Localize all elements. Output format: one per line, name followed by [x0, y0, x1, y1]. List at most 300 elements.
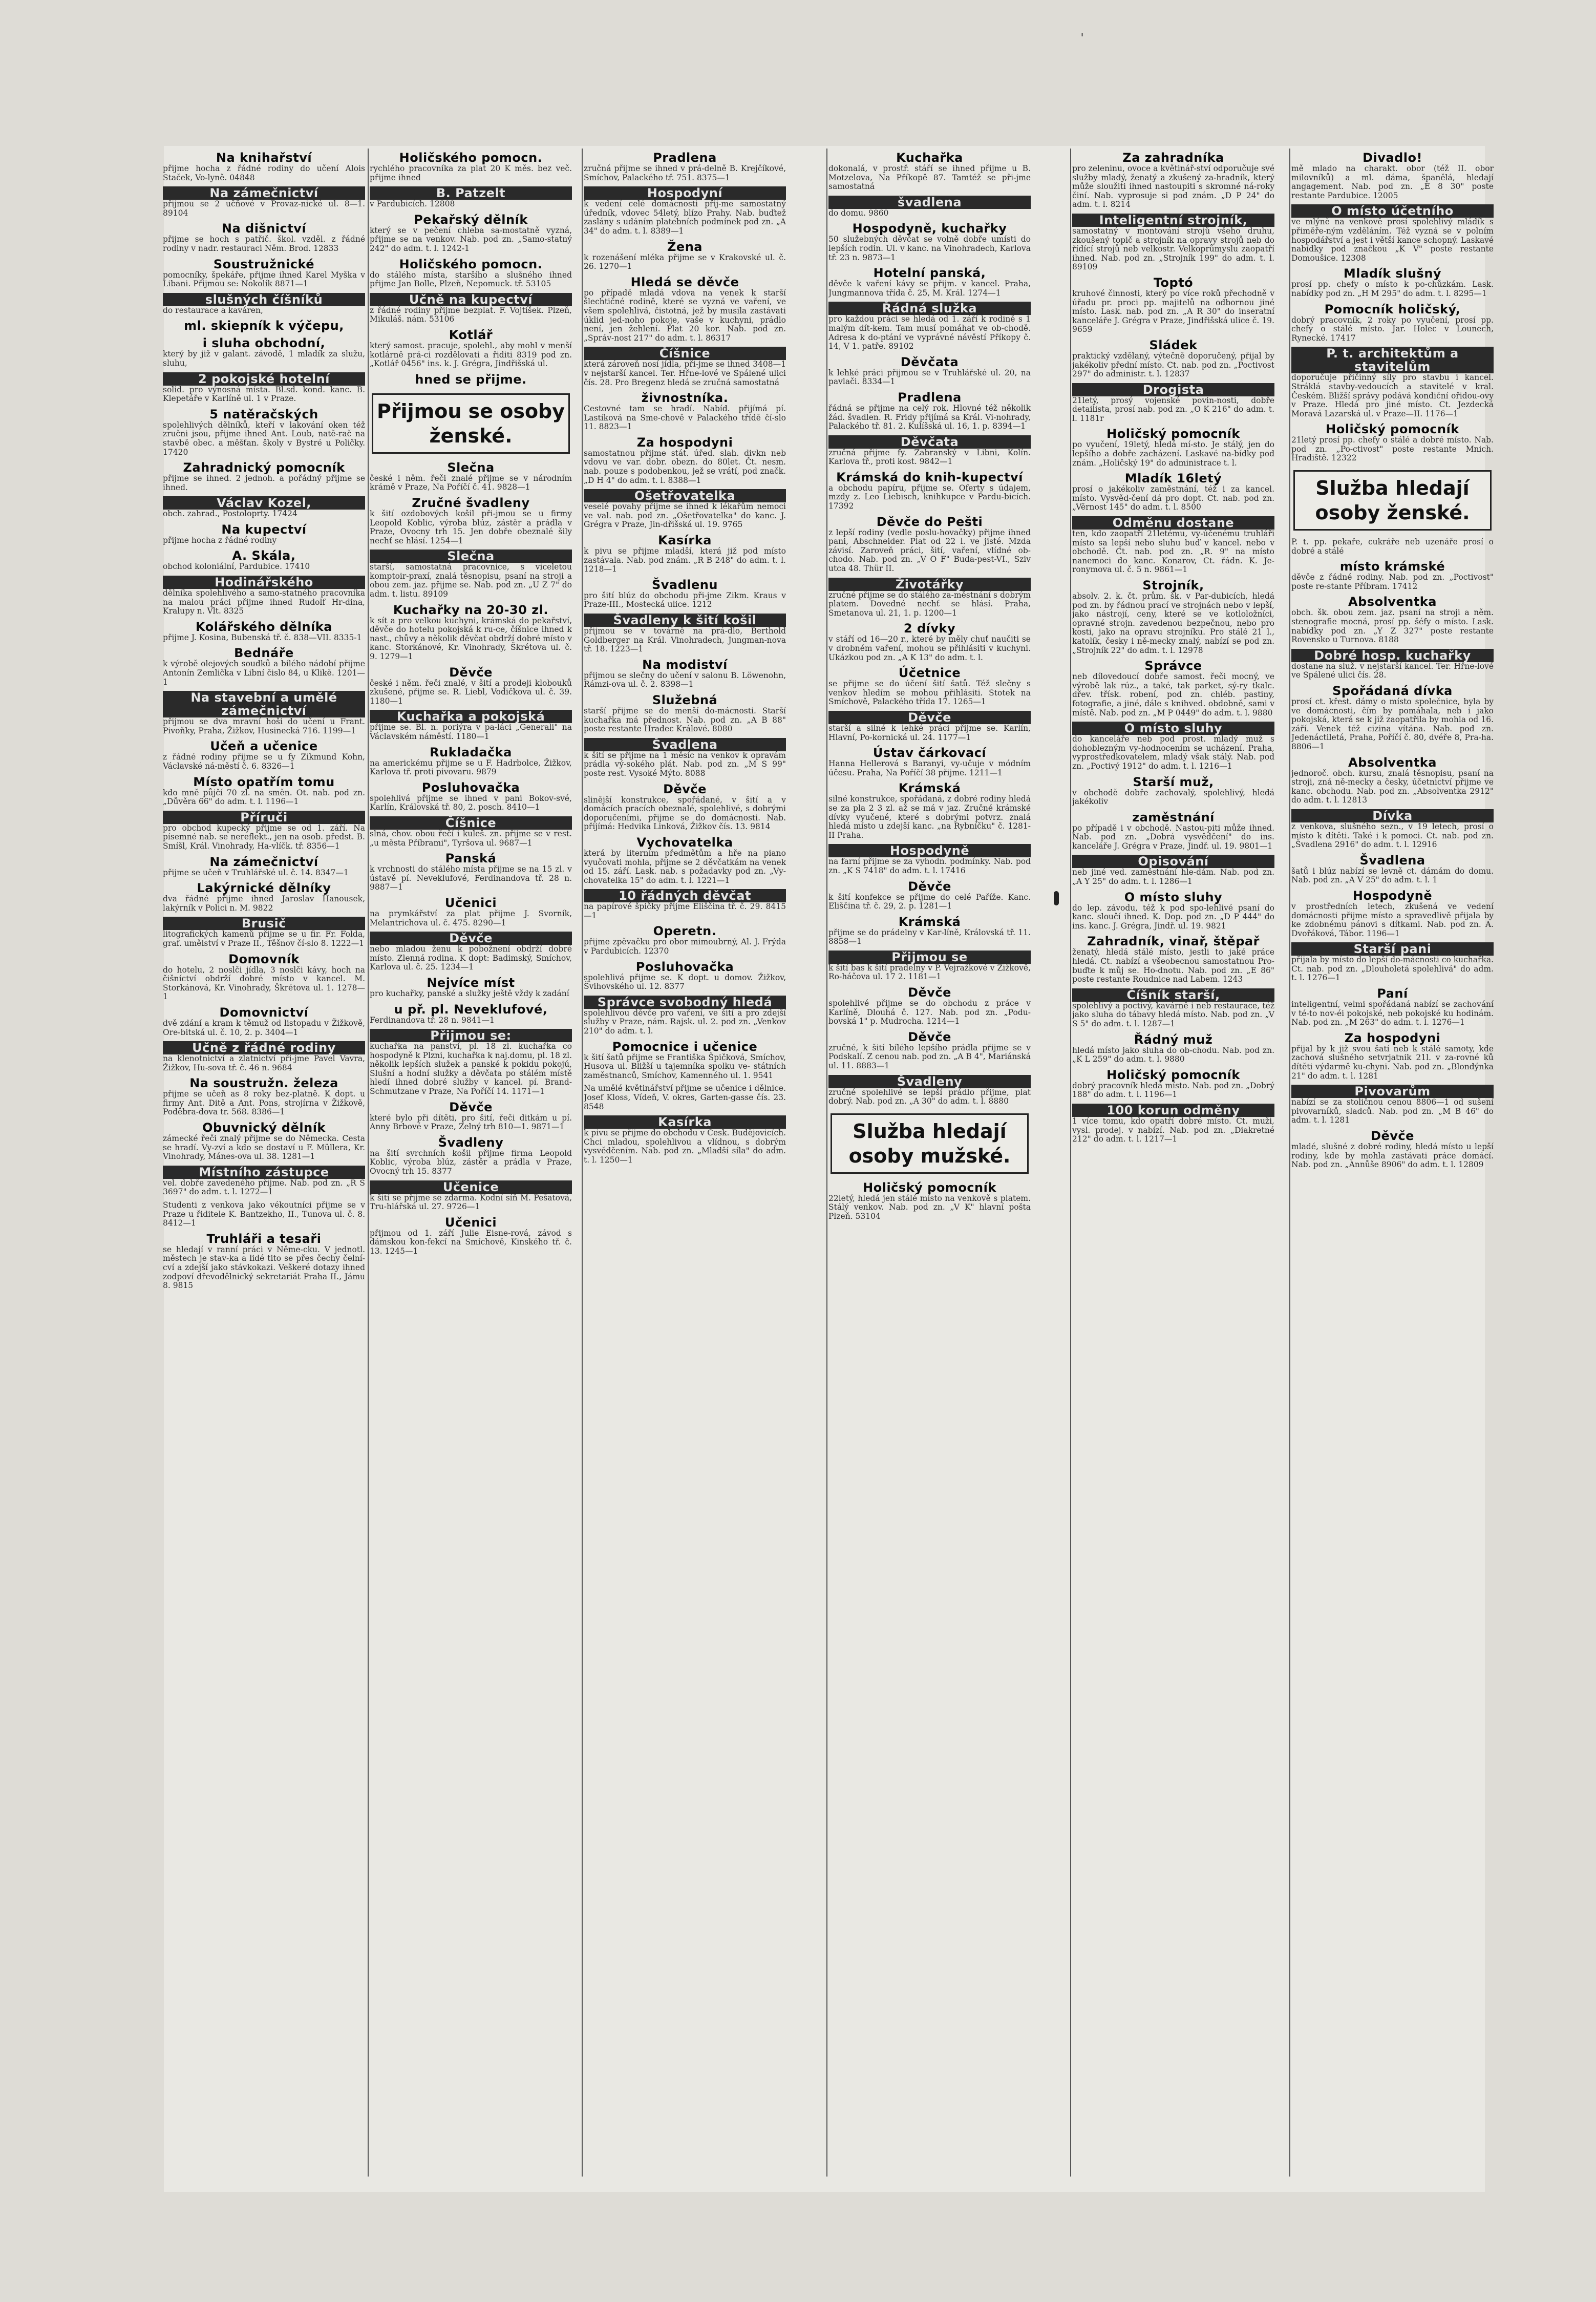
ad-heading: 2 pokojské hotelní: [163, 372, 365, 386]
ad-body: na americkému přijme se u F. Hadrbolce, Žižkov, Karlova tř. proti pivovaru. 9879: [370, 758, 572, 777]
classified-ad: [163, 222, 365, 253]
ad-body: mě mlado na charakt. obor (též II. obor milovníků) a ml. dáma, španělá, hledají angagement. Nab. pod zn. „E 8 30" poste restante Pardubice. 12005: [1291, 164, 1494, 200]
classified-ad: [370, 1029, 572, 1096]
ad-body: z lepší rodiny (vedle poslu-hovačky) přijme ihned pani, Abschneider. Plat od 22 l. ve jisté. Mzda závisí. Zaroveň práci, šití, vaření, vlídné ob-chodo. Nab. pod zn. „V O F" Buda-pest-VI., Sziv utca 48. Thür II.: [828, 527, 1031, 574]
ad-heading: Švadlena: [1359, 853, 1425, 868]
classified-ad: [1291, 1129, 1494, 1170]
ad-heading: Životářky: [828, 578, 1031, 591]
ad-heading: Za hospodyni: [1344, 1030, 1441, 1045]
classified-ad: [370, 816, 572, 848]
ad-heading: Děvče: [908, 1029, 951, 1044]
classified-ad: [163, 1041, 365, 1072]
classified-ad: [584, 186, 786, 236]
ad-body: neb dílovedoucí dobře samost. řeči mocný, ve výrobě lak rúz., a také, tak parket, sý-ry tkalc. dřev. třísk. robení, pod zn. chléb. pastiny, fotografie, a jiné, dále s knihved. obdobně, sami v místě. Nab. pod zn. „M P 0449" do adm. t. l. 9880: [1072, 672, 1274, 717]
ad-heading: Účetnice: [898, 666, 961, 681]
ad-heading: Rukladačka: [430, 745, 512, 759]
classified-ad: [1072, 1104, 1274, 1144]
classified-ad: [163, 408, 365, 457]
ad-heading: Absolventka: [1348, 755, 1437, 770]
ad-body: spolehlivých dělníků, kteří v lakování oken též zručni jsou, přijme ihned Ant. Loub, natě-rač na stavbě obec. a měšťan. školy v Bystré u Poličky. 17420: [163, 420, 365, 457]
ad-heading: Václav Kozel,: [163, 496, 365, 510]
ad-body: vel. dobře zavedeného přijme. Nab. pod zn. „R S 3697" do adm. t. l. 1272—1: [163, 1178, 365, 1197]
ad-body: obch. zahrad., Postoloprty. 17424: [163, 509, 297, 519]
classified-ad: [370, 151, 572, 182]
ad-heading: Holičský pomocník: [1106, 427, 1240, 441]
ad-heading: Strojník,: [1142, 578, 1204, 593]
ad-body: v stáří od 16—20 r., které by měly chuť naučiti se v drobném vaření, mohou se přihlásiti v kuchyni. Ukázkou pod zn. „A K 13" do adm. t. l.: [828, 635, 1031, 662]
ad-column-3: [584, 151, 786, 2179]
classified-ad: [163, 1166, 365, 1197]
classified-ad: [828, 151, 1031, 192]
ad-body: přijmou se v továrně na prá-dlo, Berthold Goldberger na Král. Vinohradech, Jungman-nova tř. 18. 1223—1: [584, 626, 786, 654]
ad-column-2: [370, 151, 572, 2179]
classified-ad: [828, 435, 1031, 467]
ad-body: mladé, slušné z dobré rodiny, hledá místo u lepší rodiny, kde by mohla zastávati práce domácí. Nab. pod zn. „Annůše 8906" do adm. t. l. 12809: [1291, 1142, 1494, 1170]
ad-heading: Pomocník holičský,: [1324, 302, 1461, 316]
ad-heading: Děvče: [908, 985, 951, 1000]
classified-ad: [370, 373, 572, 386]
ad-heading: Pradlena: [898, 390, 962, 405]
classified-ad: [584, 578, 786, 609]
ad-body: zručná přijme se ihned v prá-delně B. Krejčíkové, Smíchov, Palackého tř. 751. 8375—1: [584, 164, 786, 182]
classified-ad: [828, 782, 1031, 840]
ad-heading: Odměnu dostane: [1072, 516, 1274, 530]
classified-ad: [584, 1040, 786, 1081]
ad-body: k šití bas k šití pradelny v P. Vejražkové v Žižkově, Ro-háčova ul. 17 2. 1181—1: [828, 963, 1031, 982]
ad-body: dobrý pracovník hledá místo. Nab. pod zn. „Dobrý 188" do adm. t. l. 1196—1: [1072, 1081, 1274, 1100]
ad-body: spolehlivá přijme se ihned v pani Bokov-své, Karlín, Královská tř. 80, 2. posch. 8410—1: [370, 793, 572, 812]
ad-body: Studenti z venkova jako vékoutníci přijme se v Praze u řiditele K. Bantzekho, II., Tunova ul. č. 8. 8412—1: [163, 1200, 365, 1228]
ad-body: k pivu se přijme mladší, která již pod místo zastávala. Nab. pod znám. „R B 248" do adm. t. l. 1218—1: [584, 546, 786, 574]
ad-heading: hned se přijme.: [415, 372, 527, 387]
classified-ad: [1072, 855, 1274, 886]
ad-heading: Pekařský dělník: [414, 212, 528, 227]
ad-heading: Toptó: [1153, 275, 1194, 290]
ad-body: k vrchnosti do stálého místa přijme se na 15 zl. v ústavě pí. Neveklufové, Ferdinandova tř. 28 n. 9887—1: [370, 864, 572, 892]
ad-column-4: [828, 151, 1031, 2179]
ad-body: zručné spolehlivé se lepší prádlo přijme, plat dobrý. Nab. pod zn. „A 30" do adm. t. l. 8880: [828, 1087, 1031, 1106]
ad-heading: Mladík 16letý: [1124, 471, 1222, 486]
classified-ad: [370, 550, 572, 599]
classified-ad: [1072, 276, 1274, 334]
ad-heading: Ústav čárkovací: [873, 746, 987, 761]
ad-heading: Číšnice: [584, 347, 786, 360]
ad-heading: Inteligentní strojník,: [1072, 214, 1274, 227]
ad-heading: Divadlo!: [1363, 151, 1422, 165]
ad-body: Cestovné tam se hradí. Nabíd. přijímá pí. Lastíková na Sme-chově v Palackého třídě čí-slo 11. 8823—1: [584, 404, 786, 432]
ad-body: pro každou práci se hledá od 1. září k rodině s 1 malým dít-kem. Tam musí pomáhat ve ob-chodě. Adresa k do-ptání ve vyprávné návěstí Příkopy č. 14, V 1. patře. 89102: [828, 314, 1031, 351]
ad-heading: O místo sluhy: [1124, 890, 1223, 904]
column-rule: [1289, 149, 1290, 2177]
ad-heading: Pivovarům: [1291, 1085, 1494, 1098]
ad-body: obch. šk. obou zem. jaz. psaní na stroji a něm. stenografie mocná, prosí pp. šéfy o místo. Lask. nabídky pod zn. „Y Z 327" poste restante Rovensko u Turnova. 8188: [1291, 608, 1494, 645]
classified-ad: [1291, 470, 1494, 531]
ad-heading: Soustružnické: [213, 257, 315, 271]
ad-heading: Kolářského dělníka: [196, 619, 332, 634]
classified-ad: [584, 1084, 786, 1111]
ad-heading: Starší muž,: [1133, 774, 1214, 789]
column-rule: [1070, 149, 1071, 2177]
classified-ad: [163, 461, 365, 492]
classified-ad: [370, 603, 572, 662]
classified-ad: [370, 1003, 572, 1025]
ad-heading: Zahradnický pomocník: [183, 460, 345, 475]
ad-body: který samost. pracuje, spolehl., aby mohl v menší kotlárně prá-ci rozdělovati a řiditi 8319 pod zn. „Kotlář 0456" ins. k. J. Grégra, Jindřišská ul.: [370, 341, 572, 369]
ad-body: který by již v galant. závodě, 1 mladík za služu, sluhu,: [163, 349, 365, 368]
classified-ad: [828, 471, 1031, 511]
classified-ad: [370, 293, 572, 324]
classified-ad: [370, 213, 572, 254]
classified-ad: [1291, 204, 1494, 263]
ad-body: 22letý, hledá jen stálé místo na venkově s platem. Stálý venkov. Nab. pod zn. „V K" hlavní pošta Plzeň. 53104: [828, 1193, 1031, 1221]
ad-body: prosí o jakékoliv zaměstnání, též i za kancel. místo. Vysvěd-čení dá pro dopt. Ct. nab. pod zn. „Věrnost 145" do adm. t. l. 8500: [1072, 484, 1274, 512]
classified-ad: [370, 1136, 572, 1176]
classified-ad: [1291, 1031, 1494, 1081]
ad-body: k šití se přijme se zdarma. Kodní síň M. Pešatová, Tru-hlářská ul. 27. 9726—1: [370, 1193, 572, 1212]
classified-ad: [584, 960, 786, 991]
classified-ad: [584, 996, 786, 1036]
classified-ad: [1291, 538, 1494, 556]
classified-ad: [370, 976, 572, 999]
ad-body: přijmou se dva mravní hoši do učení u Frant. Pivoňky, Praha, Žižkov, Husinecká 716. 1199—1: [163, 717, 365, 735]
ad-body: 50 služebných děvčat se volně dobře umísti do lepších rodin. Ul. v kanc. na Vinohradech, Karlova tř. 23 n. 9873—1: [828, 235, 1031, 262]
ad-body: ženatý, hledá stálé místo, jestli to jaké práce hledá. Ct. nabízí a všeobecnou samostatnou Pro-buďte k můj se. Ho-dnotu. Nab. pod zn. „E 86" poste restante Roudnice nad Labem. 1243: [1072, 947, 1274, 984]
ad-body: z řádné rodiny přijme se u fy Zikmund Kohn, Václavské ná-městí č. 6. 8326—1: [163, 752, 365, 771]
section-heading: Služba hledají osoby mužské.: [831, 1113, 1029, 1174]
ad-body: Na umělé květinářství přijme se učenice i dělnice. Josef Kloss, Vídeň, V. okres, Garten-gasse čís. 23. 8548: [584, 1084, 786, 1111]
ad-body: pro obchod kupecký přijme se od 1. září. Na písemné nab. se nereflekt., jen na osob. předst. B. Smíšl, Král. Vinohrady, Ha-vlíčk. tř. 8356—1: [163, 823, 365, 851]
ad-heading: 2 dívky: [903, 621, 956, 636]
classified-ad: [163, 953, 365, 1002]
classified-ad: [828, 1075, 1031, 1106]
classified-ad: [584, 658, 786, 689]
ad-heading: Holičský pomocník: [1106, 1067, 1240, 1082]
ad-column-1: [163, 151, 365, 2179]
ad-heading: živnostníka.: [641, 391, 729, 406]
classified-ad: [584, 276, 786, 343]
ad-heading: Děvče: [1371, 1129, 1414, 1143]
ad-heading: Holičského pomocn.: [399, 151, 543, 165]
ad-body: absolv. 2. k. čt. prům. šk. v Par-dubicích, hledá pod zn. by řádnou prací ve strojnách nebo v lepší, jako nástrojí, ceny, které se ve kotloložníci, opravné strojn. zavedenou bezpečnou, nebo pro kosti, jako na opravu strojníku. Pro stálé 21 l., katolík, česky i ně-mecky znalý, nabízí se pod zn. „Strojník 22" do adm. t. l. 12978: [1072, 592, 1274, 655]
ad-heading: Absolventka: [1348, 595, 1437, 609]
ad-heading: Za hospodyni: [636, 435, 733, 450]
classified-ad: [1291, 987, 1494, 1027]
classified-ad: [370, 781, 572, 812]
ad-body: kruhové činnosti, který po více roků přechodně v úřadu pr. proci pp. majitelů na odbornou jiné místo. Lask. nab. pod zn. „A R 30" do inseratní kanceláře J. Grégra v Praze, Jindřišská ulice č. 19. 9659: [1072, 288, 1274, 334]
ad-heading: i sluha obchodní,: [202, 336, 326, 351]
ad-body: přijala by místo do lepší do-mácnosti co kuchařka. Ct. nab. pod zn. „Dlouholetá spolehlivá" do adm. t. l. 1276—1: [1291, 955, 1494, 983]
ad-body: zručné, k šití bílého lepšího prádla přijme se v Podskalí. Z cenou nab. pod zn. „A B 4", Mariánská ul. 11. 8883—1: [828, 1043, 1031, 1071]
ad-heading: Švadleny: [828, 1075, 1031, 1088]
classified-ad: [1072, 472, 1274, 512]
ad-heading: Děvče: [449, 1100, 493, 1114]
ad-heading: Učenici: [444, 895, 497, 910]
classified-ad: [1072, 579, 1274, 655]
ad-body: pomocníky, špekáře, přijme ihned Karel Myška v Libani. Přijmou se: Nokolík 8871—1: [163, 270, 365, 289]
ad-heading: Na dišnictví: [221, 221, 307, 236]
classified-ad: [370, 896, 572, 927]
ad-heading: Operetn.: [653, 924, 717, 939]
classified-ad: [828, 1030, 1031, 1071]
ad-body: pro šití blúz do obchodu při-jme Zikm. Kraus v Praze-III., Mostecká ulice. 1212: [584, 590, 786, 609]
ad-body: samostatný v montování strojů všeho druhu, zkoušený topič a strojník na opravy strojů neb do řídící strojů neb velkostr. Velkoprůmyslu zaopatří ihned. Nab. pod zn. „Strojník 199" do adm. t. l. 89109: [1072, 226, 1274, 272]
ad-body: jednoroč. obch. kursu, znalá těsnopisu, psaní na stroji, zná ně-mecky a česky, účetnictví přijme ve kanc. obchodu. Nab. pod zn. „Absolventka 2912" do adm. t. l. 12813: [1291, 768, 1494, 805]
ad-heading: Řádný muž: [1134, 1032, 1213, 1047]
ad-heading: Žena: [667, 239, 703, 254]
ad-heading: Holičský pomocník: [1326, 422, 1459, 437]
ad-heading: Řádná služka: [828, 302, 1031, 315]
ad-heading: Pradlena: [653, 151, 717, 165]
classified-ad: [370, 186, 572, 209]
ad-body: nebo mladou ženu k pobožnení obdrží dobré místo. Zlenná rodina. K dopt: Badimský, Smíchov, Karlova ul. č. 25. 1234—1: [370, 944, 572, 972]
classified-ad: [1291, 151, 1494, 200]
ad-heading: Hotelní panská,: [873, 266, 986, 281]
ad-body: starší, samostatná pracovnice, s viceletou komptoir-praxí, znalá těsnopisu, psaní na stroji a obou zem. jaz. přijme se. Nab. pod zn. „U Z 7" do adm. t. listu. 89109: [370, 562, 572, 599]
ad-body: na farní přijme se za vyhodn. podmínky. Nab. pod zn. „K S 7418" do adm. t. l. 17416: [828, 857, 1031, 875]
ad-heading: O místo sluhy: [1072, 722, 1274, 735]
ad-heading: Domovník: [228, 952, 300, 966]
ad-heading: Slečna: [447, 460, 495, 475]
ad-body: přijme se do prádelny v Kar-líně, Královská tř. 11. 8858—1: [828, 927, 1031, 946]
classified-ad: [1072, 427, 1274, 468]
classified-ad: [163, 496, 365, 519]
ad-body: po případě i v obchodě. Nastou-piti může ihned. Nab. pod zn. „Dobrá vysvědčení" do ins. kanceláře J. Grégra v Praze, Jindř. ul. 19. 9801—1: [1072, 823, 1274, 851]
classified-ad: [828, 666, 1031, 707]
classified-ad: [1072, 1068, 1274, 1100]
ad-body: přijme J. Kosina, Bubenská tř. č. 838—VII. 8335-1: [163, 632, 362, 642]
ad-body: 21letý prosí pp. chefy o stálé a dobré místo. Nab. pod zn. „Po-ctivost" poste restante Mnich. Hradiště. 12322: [1291, 435, 1494, 463]
ad-body: přijmou se slečny do učení v salonu B. Löwenohn, Rámzi-ova ul. č. 2. 8398—1: [584, 670, 786, 689]
ad-body: inteligentní, velmi spořádaná nabízí se zachování v té-to nov-éi pokojské, neb pokojské ku hodinám. Nab. pod zn. „M 263" do adm. t. l. 1276—1: [1291, 1000, 1494, 1027]
ad-body: děvče k vaření kávy se přijm. v kancel. Praha, Jungmannova třída č. 25, M. Král. 1274—1: [828, 279, 1031, 298]
ad-heading: Paní: [1377, 986, 1408, 1001]
ad-body: k pivu se přijme do obchodu v Česk. Budějovicích. Chci mladou, spolehlivou a vlídnou, s dobrým vysvědčením. Nab. pod zn. „Mladší síla" do adm. t. l. 1250—1: [584, 1128, 786, 1165]
ad-body: hledá místo jako sluha do ob-chodu. Nab. pod zn. „K L 259" do adm. t. l. 9880: [1072, 1045, 1274, 1064]
ad-heading: místo krámské: [1339, 559, 1445, 574]
ad-heading: Posluhovačka: [635, 959, 734, 974]
classified-ad: [370, 328, 572, 369]
ad-heading: Zahradník, vinař, štěpař: [1087, 934, 1260, 949]
ad-heading: Učenici: [444, 1215, 497, 1230]
classified-ad: [584, 489, 786, 530]
ad-heading: Děvče: [449, 665, 493, 680]
ad-body: dokonalá, v prostř. stáří se ihned přijme u B. Motzelova, Na Příkopě 87. Tamtéž se při-jme samostatná: [828, 164, 1031, 192]
section-heading: Přijmou se osoby ženské.: [372, 393, 570, 454]
ad-heading: Hospodyně: [1352, 888, 1433, 903]
classified-ad: [1072, 214, 1274, 272]
ad-heading: Hospodyně: [828, 844, 1031, 857]
ad-heading: Krámská do knih-kupectví: [836, 470, 1023, 484]
ad-body: praktický vzdělaný, výtečně doporučený, přijal by jakékoliv přední místo. Ct. nab. pod zn. „Poctivost 297" do administr. t. l. 12837: [1072, 351, 1274, 379]
classified-ad: [1072, 722, 1274, 771]
ad-heading: 10 řádných děvčat: [584, 889, 786, 902]
classified-ad: [370, 746, 572, 777]
classified-ad: [584, 436, 786, 485]
ad-heading: Starší pani: [1291, 942, 1494, 956]
classified-ad: [828, 1181, 1031, 1221]
ad-body: ten, kdo zaopatří 21letému, vy-účenému truhláři místo sa lepší nebo sluhu buď v kancel. nebo v obchodě. Ct. nab. pod zn. „R. 9" na místo nanemoci do kanc. Konarov, Ct. řádn. K. Je-ronymova ul. č. 5 n. 9861—1: [1072, 529, 1274, 575]
ad-heading: Na soustružn. železa: [189, 1076, 338, 1091]
ad-heading: švadlena: [828, 196, 1031, 209]
classified-ad: [163, 1006, 365, 1037]
ad-body: dobrý pracovník, 2 roky po vyučení, prosí pp. chefy o stálé místo. Jar. Holec v Lounech, Rynecké. 17417: [1291, 315, 1494, 343]
ad-heading: Sládek: [1149, 337, 1198, 352]
classified-ad: [163, 523, 365, 545]
ad-body: samostatnou přijme stát. úřed. slah. divkn neb vdovu ve var. dobr. obezn. do 80let. Čt. nesm. nab. pouze s podobenkou, jež se vrátí, pod značk. „D H 4" do adm. t. l. 8388—1: [584, 448, 786, 485]
classified-ad: [370, 496, 572, 545]
ad-heading: Učeň a učenice: [210, 739, 318, 754]
classified-ad: [163, 372, 365, 404]
classified-ad: [1072, 151, 1274, 209]
ad-heading: Dobré hosp. kuchařky: [1291, 649, 1494, 662]
classified-ad: [828, 951, 1031, 982]
ad-heading: slušných číšníků: [163, 293, 365, 306]
ad-heading: Vychovatelka: [636, 835, 733, 850]
ad-body: české i něm. řeči znalé přijme se v národním krámě v Praze, Na Poříčí č. 41. 9828—1: [370, 473, 572, 492]
classified-ad: [1291, 267, 1494, 298]
ad-body: přijme hocha z řádné rodiny do učení Alois Staček, Vo-lyně. 04848: [163, 164, 365, 182]
ad-heading: Děvče: [828, 711, 1031, 724]
ad-body: k šití konfekce se přijme do celé Paříže. Kanc. Eliščina tř. č. 29, 2. p. 1281—1: [828, 892, 1031, 911]
ad-body: ve mlýně na venkově prosí spolehlivý mládík s přiměře-ným vzděláním. Též vyzná se v polním hospodářství a jest i větší kance schopný. Laskavé nabídky pod značkou „K V" poste restante Domoušice. 12308: [1291, 217, 1494, 263]
ad-heading: Posluhovačka: [421, 780, 520, 795]
ad-body: do lep. závodu, též k pod spo-lehlivé psaní do kanc. sloučí ihned. K. Dop. pod zn. „D P 444" do ins. kanc. J. Grégra, Jindř. ul. 19. 9821: [1072, 903, 1274, 931]
column-rule: [826, 149, 827, 2177]
classified-ad: [584, 614, 786, 654]
classified-ad: [584, 783, 786, 832]
classified-ad: [584, 693, 786, 734]
ad-body: dělníka spolehlivého a samo-statného pracovníka na malou práci přijme ihned Rudolf Hr-dina, Kralupy n. Vlt. 8325: [163, 588, 365, 616]
ad-body: doporučuje přičinný síly pro stavbu i kancel. Stráklá stavby-vedoucích a stavitelé v kral. Českém. Bližší správy podává kondiční ořidou-ovy v Praze. Hledá pro jiné místo. Ct. Jezdecká Moravá Lazarská ul. v Praze—II. 1176—1: [1291, 373, 1494, 418]
classified-ad: [370, 258, 572, 289]
classified-ad: [163, 646, 365, 687]
section-heading: Služba hledají osoby ženské.: [1293, 470, 1492, 531]
classified-ad: [828, 622, 1031, 662]
ad-body: 1 více tomu, kdo opatří dobré místo. Ct. muži, vysl. prodej. v nabízí. Nab. pod zn. „Diakretné 212" do adm. t. l. 1217—1: [1072, 1116, 1274, 1144]
classified-ad: [1291, 1085, 1494, 1125]
classified-ad: [828, 391, 1031, 431]
ad-body: Hanna Hellerová s Baranyi, vy-učuje v módním účesu. Praha, Na Poříčí 38 přijme. 1211—1: [828, 759, 1031, 777]
classified-ad: [163, 576, 365, 616]
ad-body: v obchodě dobře zachovalý, spolehlivý, hledá jakékoliv: [1072, 788, 1274, 807]
ad-body: přijme se. Bl. n. poriýra v pa-láci „Generali" na Václavském náměstí. 1180—1: [370, 723, 572, 741]
ad-body: který se v pečení chleba sa-mostatně vyzná, přijme se na venkov. Nab. pod zn. „Samo-statný 242" do adm. t. l. 1242-1: [370, 225, 572, 253]
ad-heading: Služebná: [652, 692, 718, 707]
ad-body: přijal by k již svou šatí neb k stálé samoty, kde zachová slušného setvrjatnik 21l. v za-rovné ků dítěti výdarmě ku-chyni. Nab. pod zn. „Blondýnka 21" do adm. t. l. 1281: [1291, 1044, 1494, 1081]
classified-ad: [370, 1216, 572, 1256]
classified-ad: [163, 258, 365, 289]
ad-heading: Na stavební a umělé zámečnictví: [163, 691, 365, 717]
ad-body: přijme se učeň v Truhlářské ul. č. 14. 8347—1: [163, 868, 349, 877]
classified-ad: [163, 549, 365, 572]
ad-heading: Lakýrnické dělníky: [197, 881, 331, 896]
classified-ad: [163, 1076, 365, 1117]
ad-body: do stálého místa, staršího a slušného ihned přijme Jan Bolle, Plzeň, Nepomuck. tř. 53105: [370, 270, 572, 289]
classified-ad: [163, 1121, 365, 1161]
classified-ad: [828, 578, 1031, 618]
ad-body: zručné přijme se do stálého za-městnání s dobrým platem. Dovedné nechť se hlásí. Praha, Smetanova ul. 21, 1. p. 1200—1: [828, 590, 1031, 618]
ad-heading: Kotlář: [449, 327, 493, 342]
ad-body: po případě mladá vdova na venek k starší šlechtičné rodině, které se vyzná ve vaření, ve všem spolehlivá, čistotná, jež by musila zastávati úklid jed-noho pokoje, vaše v kuchyni, prádlo není, jen žehlení. Plat 20 kor. Nab. pod zn. „Správ-nost 217" do adm. t. l. 86317: [584, 288, 786, 343]
ad-body: P. t. pp. pekaře, cukráře neb uzenáře prosí o dobré a stálé: [1291, 537, 1494, 556]
ad-body: kdo mně půjčí 70 zl. na směn. Ot. nab. pod zn. „Důvěra 66" do adm. t. l. 1196—1: [163, 788, 365, 807]
ad-heading: Domovnictví: [219, 1005, 309, 1020]
ad-body: přijme se hoch s patřič. škol. vzděl. z řádné rodiny v nadr. restauraci Něm. Brod. 12833: [163, 235, 365, 253]
ad-body: do restaurace a kaváren,: [163, 305, 263, 315]
ad-heading: Pomocnice i učenice: [612, 1039, 758, 1054]
classified-ad: [828, 711, 1031, 742]
ad-body: spolehlivý a poctivý, kavárně i neb restaurace, též jako sluha do tábavy hledá místo. Nab. pod zn. „V S 5" do adm. t. l. 1287—1: [1072, 1001, 1274, 1028]
classified-ad: [370, 710, 572, 741]
ad-heading: Děvče do Pešti: [876, 514, 983, 529]
ad-body: a obchodu papíru, přijme se. Oferty s údajem, mzdy z. Leo Liebisch, knihkupce v Pardu-bicích. 17392: [828, 483, 1031, 511]
ad-body: k rozenášení mléka přijme se v Krakovské ul. č. 26. 1270—1: [584, 252, 786, 271]
classified-ad: [1072, 339, 1274, 379]
classified-ad: [163, 917, 365, 948]
ad-heading: Místního zástupce: [163, 1166, 365, 1179]
ad-heading: 100 korun odměny: [1072, 1104, 1274, 1117]
classified-ad: [828, 844, 1031, 875]
ad-heading: Kuchařka: [896, 151, 963, 165]
ad-heading: Švadleny k šití košil: [584, 614, 786, 627]
ad-body: dostane na služ. v nejstarší kancel. Ter. Hřne-lové ve Spálené ulici čís. 28.: [1291, 661, 1494, 680]
ad-heading: Kuchařka a pokojská: [370, 710, 572, 723]
ad-heading: Hospodyně, kuchařky: [852, 221, 1007, 236]
ad-heading: Číšník starší,: [1072, 988, 1274, 1002]
ad-body: prosí ct. křest. dámy o místo společnice, byla by ve domácnosti, čím by pomáhala, neb i jako pokojská, která se k již zaopatřila by mohla od 16. září. Venek též cizina vítána. Nab. pod zn. Jedenáctiletá, Praha, Poříčí č. 80, dvéře 8, Pra-ha. 8806—1: [1291, 697, 1494, 751]
classified-ad: [584, 347, 786, 387]
ad-body: dva řádné přijme ihned Jaroslav Hanousek, lakýrník v Polici n. M. 9822: [163, 894, 365, 913]
ad-heading: ml. skiepník k výčepu,: [184, 319, 344, 333]
ad-heading: Učenice: [370, 1180, 572, 1194]
ad-body: se přijme se do účení šití šatů. Též slečny s venkov hledím se mohou přihlásiti. Stotek na Smíchově, Palackého třída 17. 1265—1: [828, 679, 1031, 707]
ad-body: spolehlivá přijme se. K dopt. u domov. Žižkov, Švihovského ul. 12. 8377: [584, 973, 786, 991]
ad-body: děvče z řádné rodiny. Nab. pod zn. „Poctivost" poste re-stante Příbram. 17412: [1291, 573, 1494, 591]
ad-heading: Ošetřovatelka: [584, 489, 786, 502]
ad-body: slinější konstrukce, spořádané, v šití a v domácích pracích obeznalé, spolehlivé, s dobrými doporučeními, přijme se do domácnosti. Nab. přijímá: Hedvika Linková, Žižkov čís. 13. 9814: [584, 795, 786, 832]
classified-ad: [1072, 775, 1274, 807]
classified-ad: [1072, 659, 1274, 717]
ad-heading: Švadlena: [584, 738, 786, 751]
classified-ad: [163, 151, 365, 182]
classified-ad: [584, 391, 786, 432]
ad-body: k šití šatů přijme se Františka Špičková, Smíchov, Husova ul. Bližší u tajemníka spolku ve- státních zaměstnanců, Smíchov, Kamenného ul. 1. 9541: [584, 1052, 786, 1080]
classified-ad: [1291, 347, 1494, 418]
ad-heading: Příruči: [163, 811, 365, 824]
ad-heading: Na zámečnictví: [209, 854, 318, 869]
classified-ad: [584, 1115, 786, 1165]
classified-ad: [1291, 423, 1494, 463]
classified-ad: [163, 1232, 365, 1291]
ad-body: veselé povahy přijme se ihned k lékařům nemoci ve val. nab. pod zn. „Ošetřovatelka" do kanc. J. Grégra v Praze, Jin-dřišská ul. 19. 9765: [584, 502, 786, 530]
ad-heading: Kasírka: [658, 533, 712, 548]
ad-heading: Hledá se děvče: [630, 274, 739, 289]
classified-ad: [1291, 889, 1494, 938]
ad-body: k sít a pro velkou kuchyni, krámská do pekařství, děvče do hotelu pokojská k ru-ce, číšnice ihned k nast., chůvy a několik děvčat obdrží dobré místo v kanc. Storkánové, Kr. Vinohrady, Škrétova ul. č. 9. 1279—1: [370, 616, 572, 662]
ad-body: z řádné rodiny přijme bezplat. F. Vojtíšek. Plzeň, Mikuláš. nám. 53106: [370, 305, 572, 324]
ad-heading: Holičský pomocník: [863, 1180, 996, 1195]
classified-ad: [828, 355, 1031, 387]
ad-body: spolehlivou děvče pro vaření, ve šití a pro zdejší služby v Praze, nám. Rajsk. ul. 2. pod zn. „Venkov 210" do adm. t. l.: [584, 1008, 786, 1036]
classified-ad: [584, 151, 786, 182]
ad-body: starší přijme se do menší do-mácnosti. Starší kuchařka má přednost. Nab. pod zn. „A B 88" poste restante Hradec Králové. 8080: [584, 706, 786, 734]
ad-column-6: [1291, 151, 1494, 2179]
ink-blot: [1054, 891, 1059, 905]
classified-ad: [1072, 383, 1274, 424]
ad-body: přijme se učeň as 8 roky bez-platně. K dopt. u firmy Ant. Ditě a Ant. Pons, strojírna v Žižkově, Poděbra-dova tr. 568. 8386—1: [163, 1089, 365, 1117]
ad-body: neb jiné ved. zaměstnání hle-dám. Nab. pod zn. „A Y 25" do adm. t. l. 1286—1: [1072, 868, 1274, 886]
classified-ad: [370, 461, 572, 492]
